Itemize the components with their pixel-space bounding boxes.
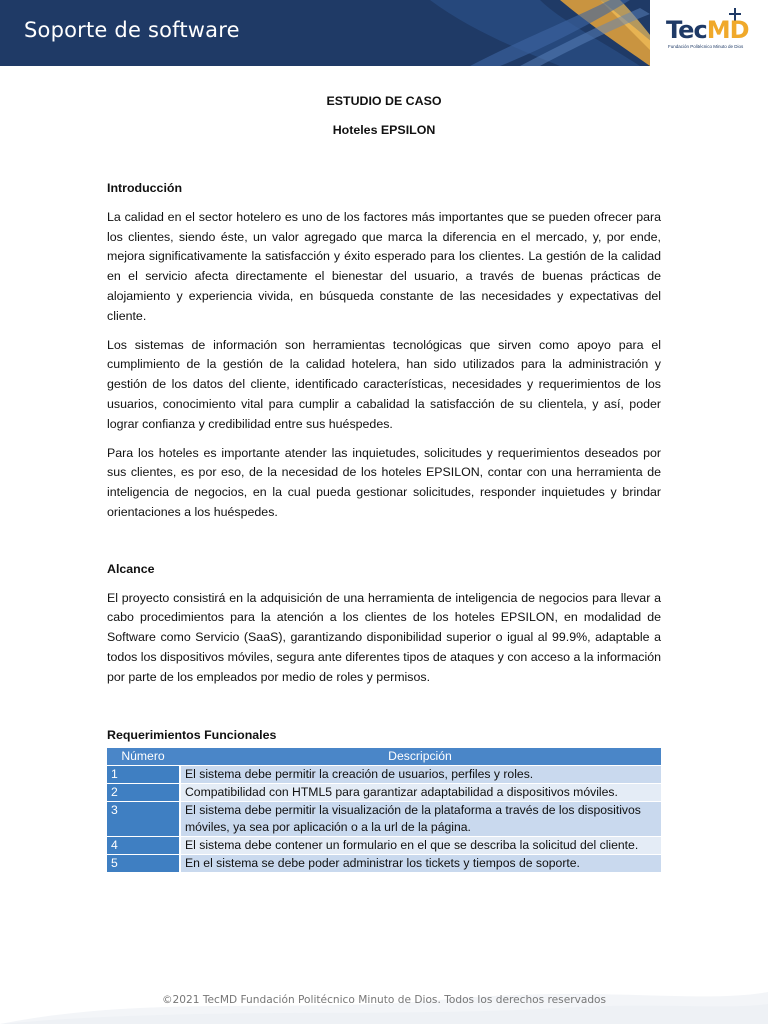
table-header-row xyxy=(107,748,661,765)
row-number: 5 xyxy=(107,855,179,872)
table-row xyxy=(107,837,661,854)
document-body xyxy=(107,92,661,873)
intro-paragraph-3: Para los hoteles es importante atender las inquietudes, solicitudes y requerimientos deseados por sus clientes, es por eso, de la necesidad de los hoteles EPSILON, contar con una herramienta de inteligencia de negocios, en la cual pueda gestionar solicitudes, responder inquietudes y brindar orientaciones a los huéspedes. xyxy=(107,445,661,519)
column-header-description: Descripción xyxy=(179,748,661,765)
requirements-table xyxy=(107,747,661,873)
document-title: ESTUDIO DE CASO xyxy=(326,94,442,108)
table-row xyxy=(107,766,661,783)
scope-paragraph: El proyecto consistirá en la adquisición de una herramienta de inteligencia de negocios para llevar a cabo procedimientos para la atención a los clientes de los hoteles EPSILON, en modalidad de Software como Servicio (SaaS), garantizando disponibilidad superior o igual al 99.9%, adaptable a todos los dispositivos móviles, segura ante diferentes tipos de ataques y con acceso a la información por parte de los empleados por medio de roles y permisos. xyxy=(107,590,661,684)
requirements-heading: Requerimientos Funcionales xyxy=(107,727,277,742)
header-banner xyxy=(0,0,768,66)
footer-copyright: ©2021 TecMD Fundación Politécnico Minuto de Dios. Todos los derechos reservados xyxy=(161,994,607,1006)
column-header-number: Número xyxy=(107,748,179,765)
document-subtitle: Hoteles EPSILON xyxy=(332,123,436,137)
table-row xyxy=(107,784,661,801)
row-description: El sistema debe permitir la visualización de la plataforma a través de los dispositivos móviles, ya sea por aplicación o a la url de la página. xyxy=(179,802,661,836)
row-description: En el sistema se debe poder administrar los tickets y tiempos de soporte. xyxy=(179,855,661,872)
scope-heading: Alcance xyxy=(107,561,155,576)
tecmd-logo xyxy=(650,0,768,66)
logo-tagline: Fundación Politécnico Minuto de Dios xyxy=(668,44,744,49)
row-number: 3 xyxy=(107,802,179,836)
row-number: 4 xyxy=(107,837,179,854)
header-title: Soporte de software xyxy=(24,18,240,42)
intro-heading: Introducción xyxy=(107,181,183,195)
row-description: El sistema debe permitir la creación de usuarios, perfiles y roles. xyxy=(179,766,661,783)
row-number: 2 xyxy=(107,784,179,801)
intro-paragraph-2: Los sistemas de información son herramientas tecnológicas que sirven como apoyo para el cumplimiento de la gestión de la calidad hotelera, han sido utilizados para la administración y gestión de los datos del cliente, identificado características, necesidades y requerimientos de los usuarios, conocimiento vital para cumplir a cabalidad la satisfacción de su clientela, y así, poder lograr confianza y credibilidad entre sus huéspedes. xyxy=(107,337,661,431)
row-description: Compatibilidad con HTML5 para garantizar adaptabilidad a dispositivos móviles. xyxy=(179,784,661,801)
intro-paragraph-1: La calidad en el sector hotelero es uno de los factores más importantes que se pueden ofrecer para los clientes, siendo éste, un valor agregado que marca la diferencia en el mercado, y, por ende, mejora significativamente la satisfacción y éxito esperado para los clientes. La gestión de la calidad en el servicio afecta directamente el bienestar del usuario, a través de buenas prácticas de alojamiento y experiencia vivida, en búsqueda constante de las necesidades y expectativas del cliente. xyxy=(107,209,661,323)
table-row xyxy=(107,855,661,872)
logo-wordmark: TecMD xyxy=(666,16,749,44)
table-row xyxy=(107,802,661,836)
row-description: El sistema debe contener un formulario en el que se describa la solicitud del cliente. xyxy=(179,837,661,854)
row-number: 1 xyxy=(107,766,179,783)
